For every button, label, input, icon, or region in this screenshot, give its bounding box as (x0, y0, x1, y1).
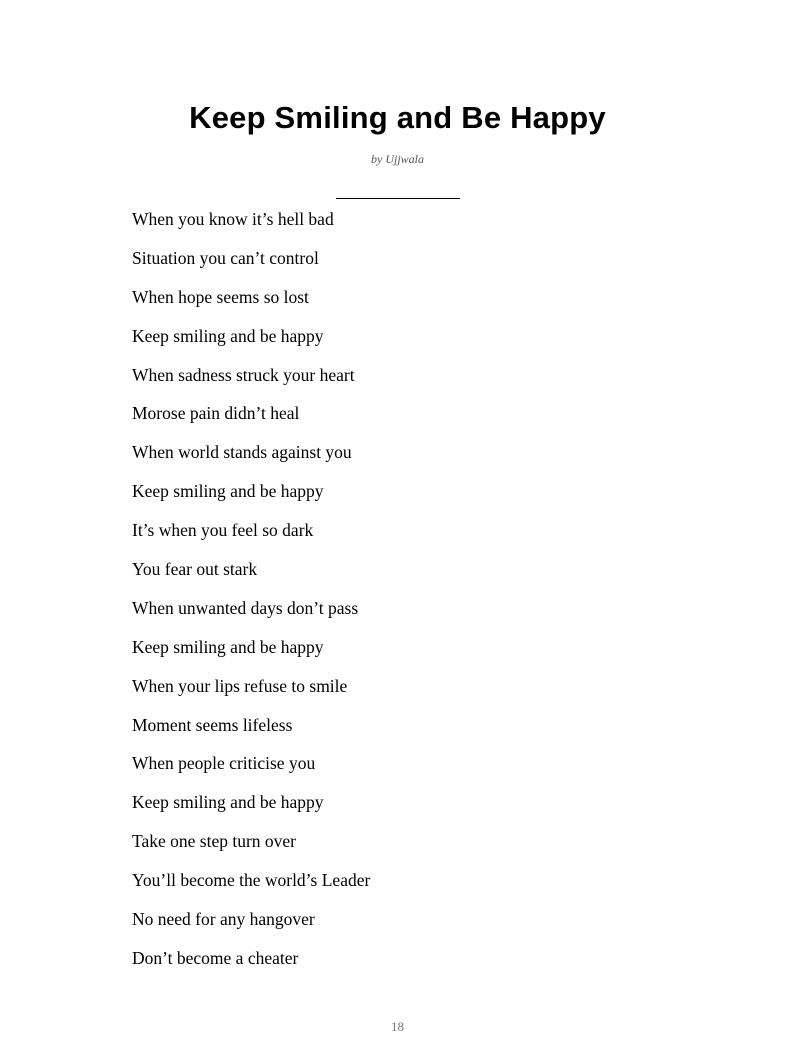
poem-line: Keep smiling and be happy (132, 792, 324, 813)
page-number: 18 (391, 1019, 404, 1034)
poem-line: No need for any hangover (132, 909, 315, 930)
poem-line: When world stands against you (132, 442, 352, 463)
poem-line: When you know it’s hell bad (132, 209, 334, 229)
poem-line: Situation you can’t control (132, 247, 319, 268)
poem-line: Morose pain didn’t heal (132, 403, 300, 424)
poem-body (132, 205, 370, 983)
poem-line: Keep smiling and be happy (132, 481, 324, 502)
poem-line: When sadness struck your heart (132, 364, 355, 385)
title-divider (336, 198, 460, 199)
poem-line: Keep smiling and be happy (132, 636, 324, 657)
poem-line: You fear out stark (132, 559, 258, 580)
poem-line: When your lips refuse to smile (132, 675, 348, 696)
poem-line: When hope seems so lost (132, 286, 309, 307)
poem-line: It’s when you feel so dark (132, 520, 314, 541)
poem-line: When unwanted days don’t pass (132, 597, 359, 618)
poem-line: Moment seems lifeless (132, 714, 293, 735)
poem-line: Take one step turn over (132, 831, 296, 852)
page-title: Keep Smiling and Be Happy (189, 100, 606, 135)
poem-line: When people criticise you (132, 753, 316, 774)
author-byline: by Ujjwala (371, 152, 424, 166)
poem-line: Keep smiling and be happy (132, 325, 324, 346)
poem-line: Don’t become a cheater (132, 947, 299, 968)
poem-line: You’ll become the world’s Leader (132, 870, 371, 891)
